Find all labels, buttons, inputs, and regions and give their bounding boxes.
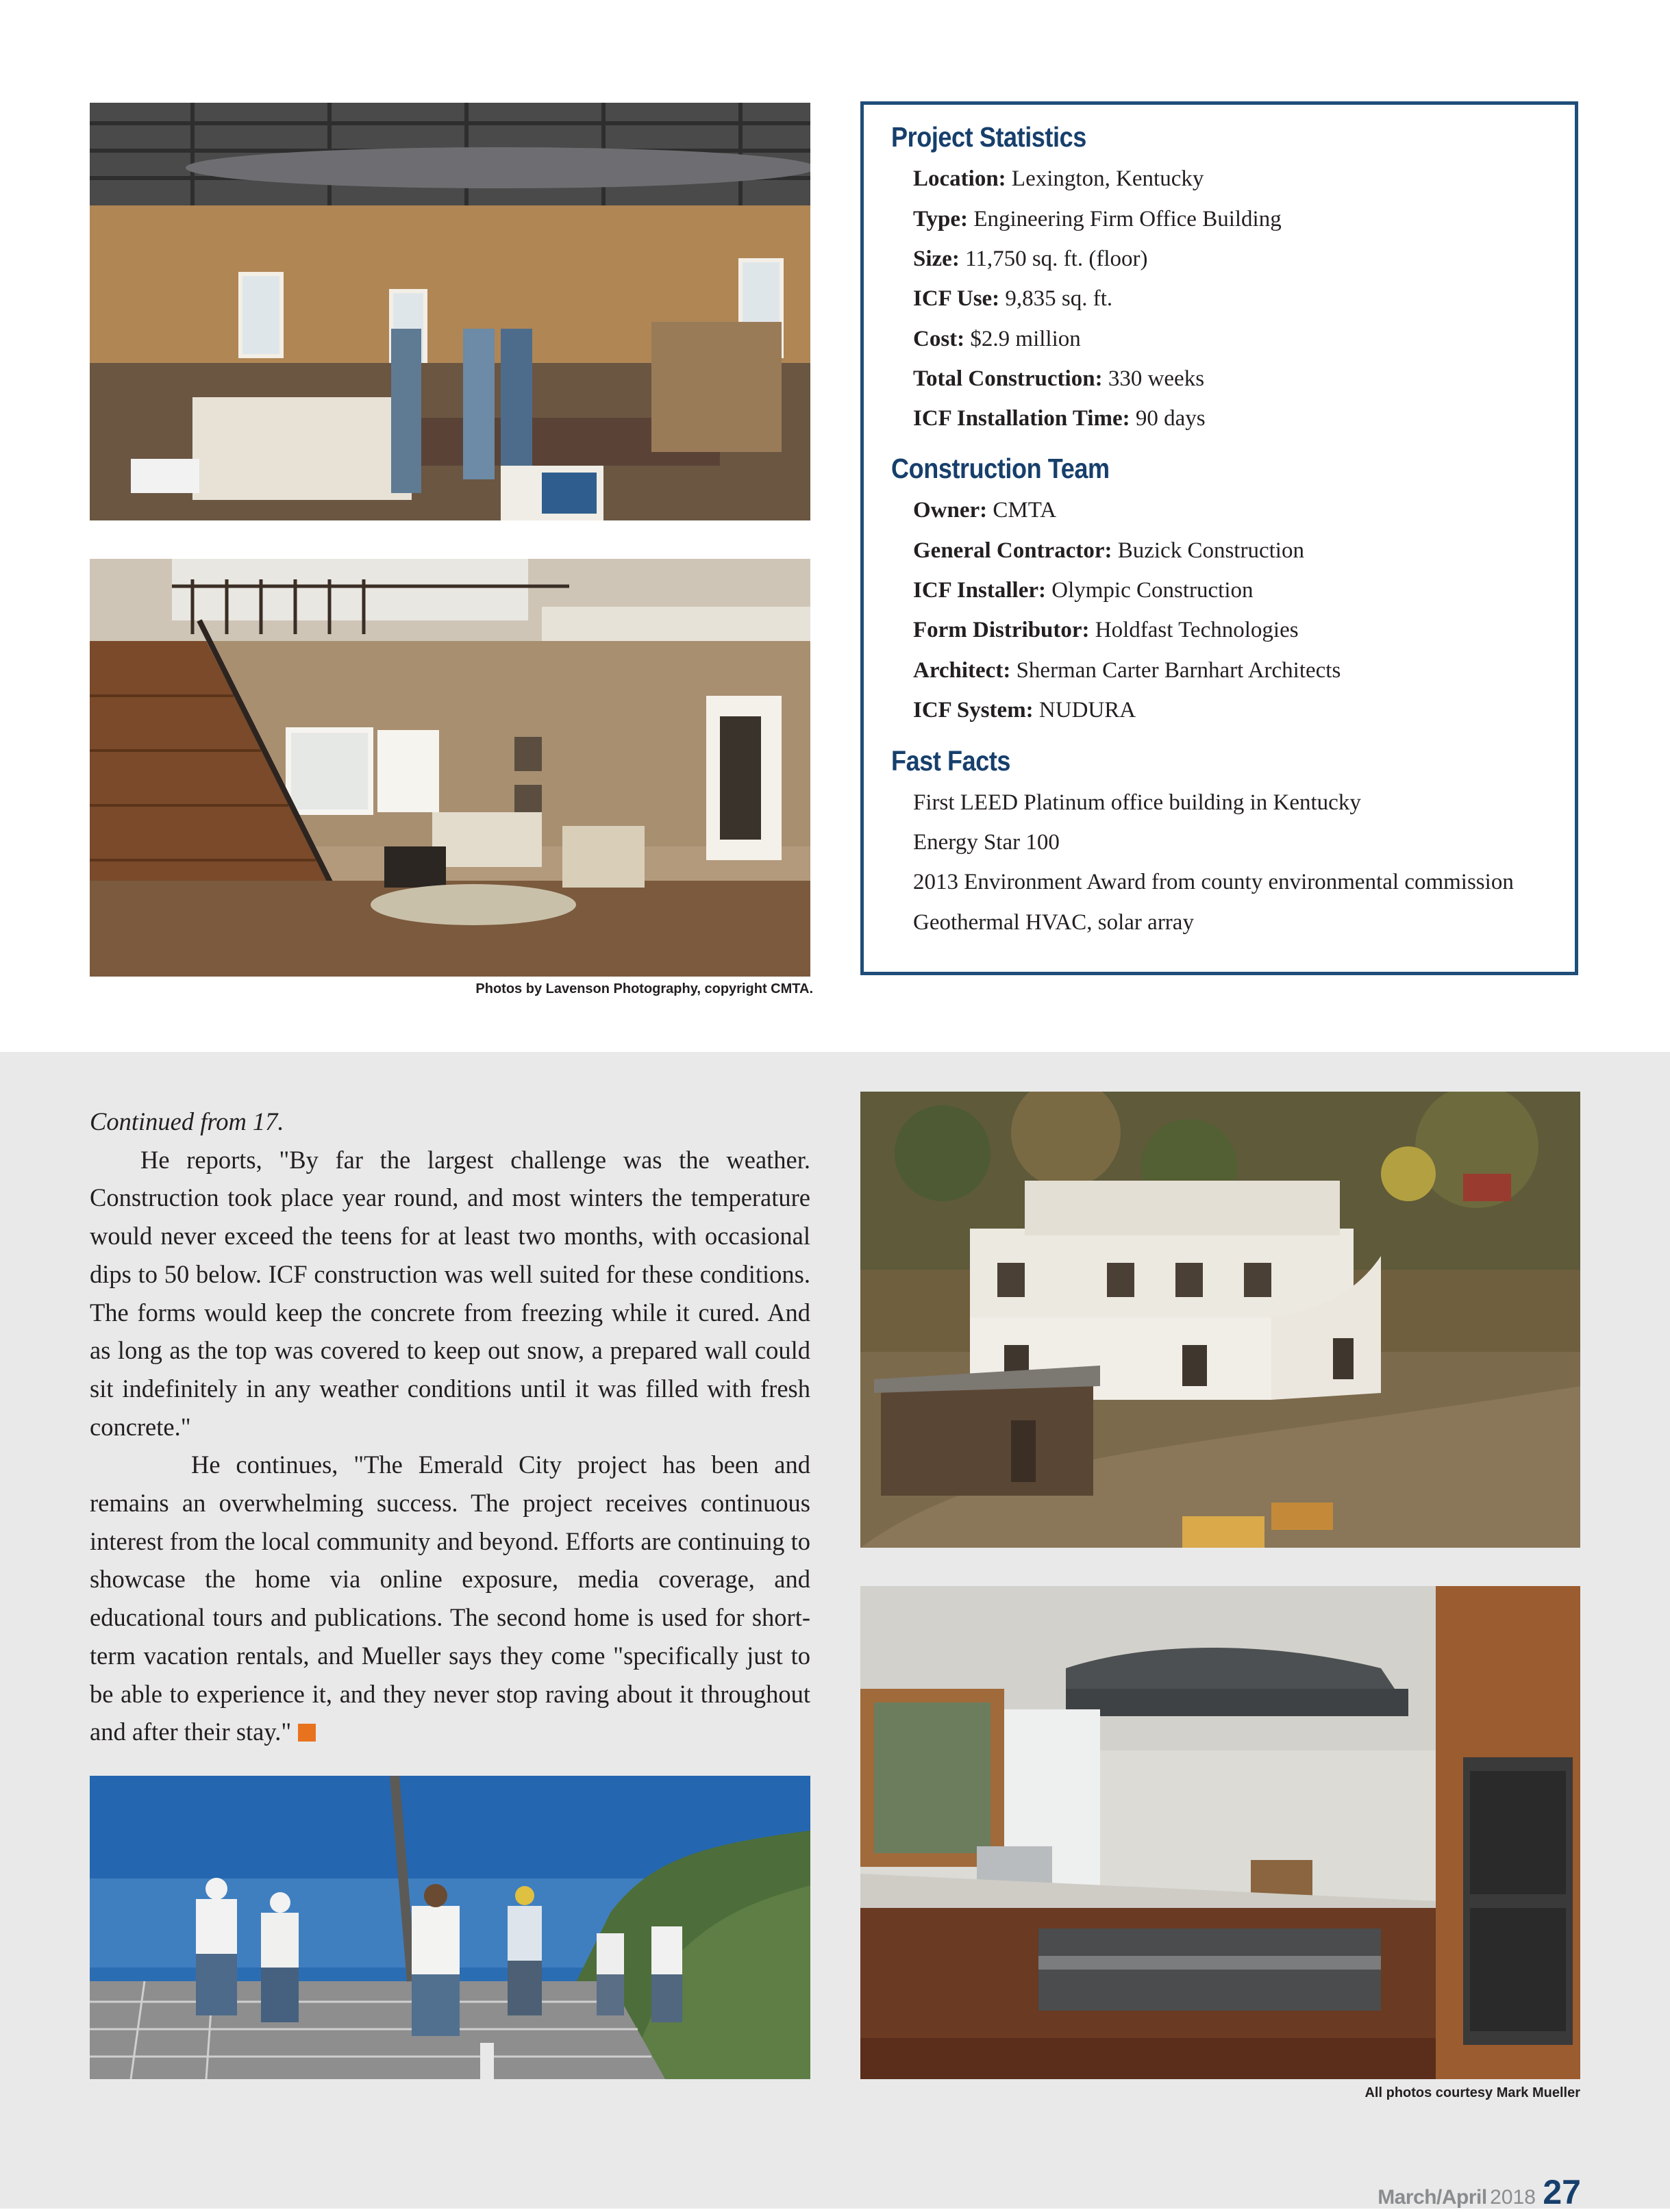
fast-facts-heading: Fast Facts <box>891 745 1011 777</box>
bottom-photo-credit: All photos courtesy Mark Mueller <box>1364 2085 1580 2100</box>
team-form-distributor: Form Distributor: Holdfast Technologies <box>913 618 1299 642</box>
stat-size: Size: 11,750 sq. ft. (floor) <box>913 247 1148 271</box>
stat-total-construction: Total Construction: 330 weeks <box>913 366 1205 391</box>
team-owner: Owner: CMTA <box>913 498 1057 523</box>
team-icf-installer: ICF Installer: Olympic Construction <box>913 578 1254 603</box>
page-number: 27 <box>1543 2173 1581 2211</box>
article-paragraph: He reports, "By far the largest challenge was the weather. Construction took place year round, and most winters the temperature would never exceed the teens for at least two months, with occasional dips to 50 below. ICF construction was well suited for these conditions. The forms would keep the concrete from freezing while it cured. And as long as the top was covered to keep out snow, a prepared wall could sit indefinitely in any weather conditions until it was filled with fresh concrete." <box>90 1145 810 1441</box>
office-interior-photo <box>90 103 810 520</box>
stat-icf-use: ICF Use: 9,835 sq. ft. <box>913 286 1113 311</box>
issue-date: March/April <box>1378 2186 1487 2209</box>
page-folio <box>1378 2172 1581 2212</box>
team-general-contractor: General Contractor: Buzick Construction <box>913 538 1304 563</box>
project-statistics-box <box>860 101 1578 975</box>
kitchen-photo <box>860 1586 1580 2079</box>
stat-type: Type: Engineering Firm Office Building <box>913 207 1282 231</box>
stat-icf-installation-time: ICF Installation Time: 90 days <box>913 406 1206 431</box>
stat-location: Location: Lexington, Kentucky <box>913 166 1204 191</box>
concrete-pour-photo <box>90 1776 810 2079</box>
article-body <box>90 1103 810 1751</box>
project-statistics-heading: Project Statistics <box>891 121 1086 153</box>
issue-year: 2018 <box>1490 2186 1536 2209</box>
house-construction-photo <box>860 1092 1580 1548</box>
fact-environment-award: 2013 Environment Award from county environmental commission <box>913 870 1514 894</box>
atrium-lobby-photo <box>90 559 810 977</box>
fact-leed-platinum: First LEED Platinum office building in Kentucky <box>913 790 1361 815</box>
fact-geothermal: Geothermal HVAC, solar array <box>913 910 1194 935</box>
continued-from-label: Continued from 17. <box>90 1107 284 1135</box>
team-architect: Architect: Sherman Carter Barnhart Architects <box>913 658 1341 683</box>
team-icf-system: ICF System: NUDURA <box>913 698 1136 722</box>
article-paragraph-end: He continues, "The Emerald City project has been and remains an overwhelming success. The project receives continuous interest from the local community and beyond. Efforts are continuing to showcase the home via online exposure, media coverage, and educational tours and publications. The second home is used for short-term vacation rentals, and Mueller says they come "specifically just to be able to experience it, and they never stop raving about it throughout and after their stay." <box>90 1450 810 1746</box>
fact-energy-star: Energy Star 100 <box>913 830 1060 855</box>
construction-team-heading: Construction Team <box>891 453 1110 484</box>
stat-cost: Cost: $2.9 million <box>913 327 1081 351</box>
top-photo-credit: Photos by Lavenson Photography, copyright CMTA. <box>475 981 813 996</box>
end-of-article-mark <box>298 1724 316 1742</box>
